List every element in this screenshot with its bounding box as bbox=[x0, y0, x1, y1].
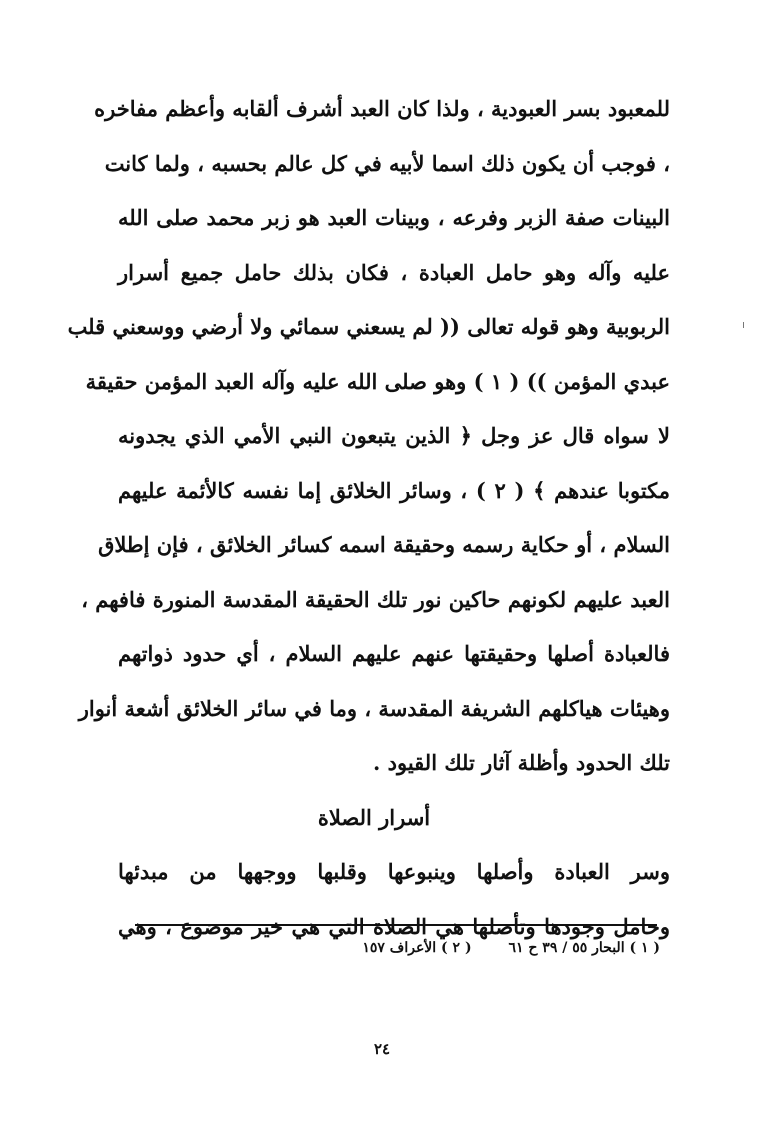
text-line: السلام ، أو حكاية رسمه وحقيقة اسمه كسائر الخلائق ، فإن إطلاق bbox=[98, 532, 670, 557]
footnotes bbox=[300, 940, 660, 956]
text-line: وسر العبادة وأصلها وينبوعها وقلبها ووجهها من مبدئها bbox=[118, 859, 670, 884]
text-line: وهيئات هياكلهم الشريفة المقدسة ، وما في سائر الخلائق أشعة أنوار bbox=[78, 695, 670, 721]
text-line: فالعبادة أصلها وحقيقتها عنهم عليهم السلام ، أي حدود ذواتهم bbox=[118, 641, 670, 666]
main-text bbox=[67, 82, 671, 954]
text-line: عبدي المؤمن )) ( ١ ) وهو صلى الله عليه وآله العبد المؤمن حقيقة bbox=[85, 368, 670, 394]
text-line: العبد عليهم لكونهم حاكين نور تلك الحقيقة المقدسة المنورة فافهم ، bbox=[81, 586, 670, 612]
text-line: للمعبود بسر العبودية ، ولذا كان العبد أشرف ألقابه وأعظم مفاخره bbox=[94, 96, 670, 121]
page-number: ٢٤ bbox=[373, 1040, 391, 1058]
text-line: وحامل وجودها وتأصلها هي الصلاة التي هي خير موضوع ، وهي bbox=[118, 913, 670, 939]
text-line: عليه وآله وهو حامل العبادة ، فكان بذلك حامل جميع أسرار bbox=[118, 259, 670, 285]
text-line: البينات صفة الزبر وفرعه ، وبينات العبد هو زبر محمد صلى الله bbox=[118, 205, 670, 230]
text-line: لا سواه قال عز وجل ﴿ الذين يتبعون النبي الأمي الذي يجدونه bbox=[118, 423, 670, 448]
text-line: مكتوبا عندهم ﴾ ( ٢ ) ، وسائر الخلائق إما نفسه كالأئمة عليهم bbox=[118, 477, 671, 503]
text-line: تلك الحدود وأظلة آثار تلك القيود . bbox=[373, 750, 670, 775]
text-line: ، فوجب أن يكون ذلك اسما لأبيه في كل عالم بحسبه ، ولما كانت bbox=[104, 150, 670, 176]
margin-mark bbox=[743, 322, 744, 328]
section-heading: أسرار الصلاة bbox=[317, 804, 431, 830]
footnote-divider bbox=[135, 924, 657, 926]
footnote-1: ( ١ ) البحار ٥٥ / ٣٩ ح ٦١ bbox=[508, 940, 660, 956]
footnote-2: ( ٢ ) الأعراف ١٥٧ bbox=[362, 940, 472, 956]
text-line: الربوبية وهو قوله تعالى (( لم يسعني سمائي ولا أرضي ووسعني قلب bbox=[67, 314, 670, 339]
